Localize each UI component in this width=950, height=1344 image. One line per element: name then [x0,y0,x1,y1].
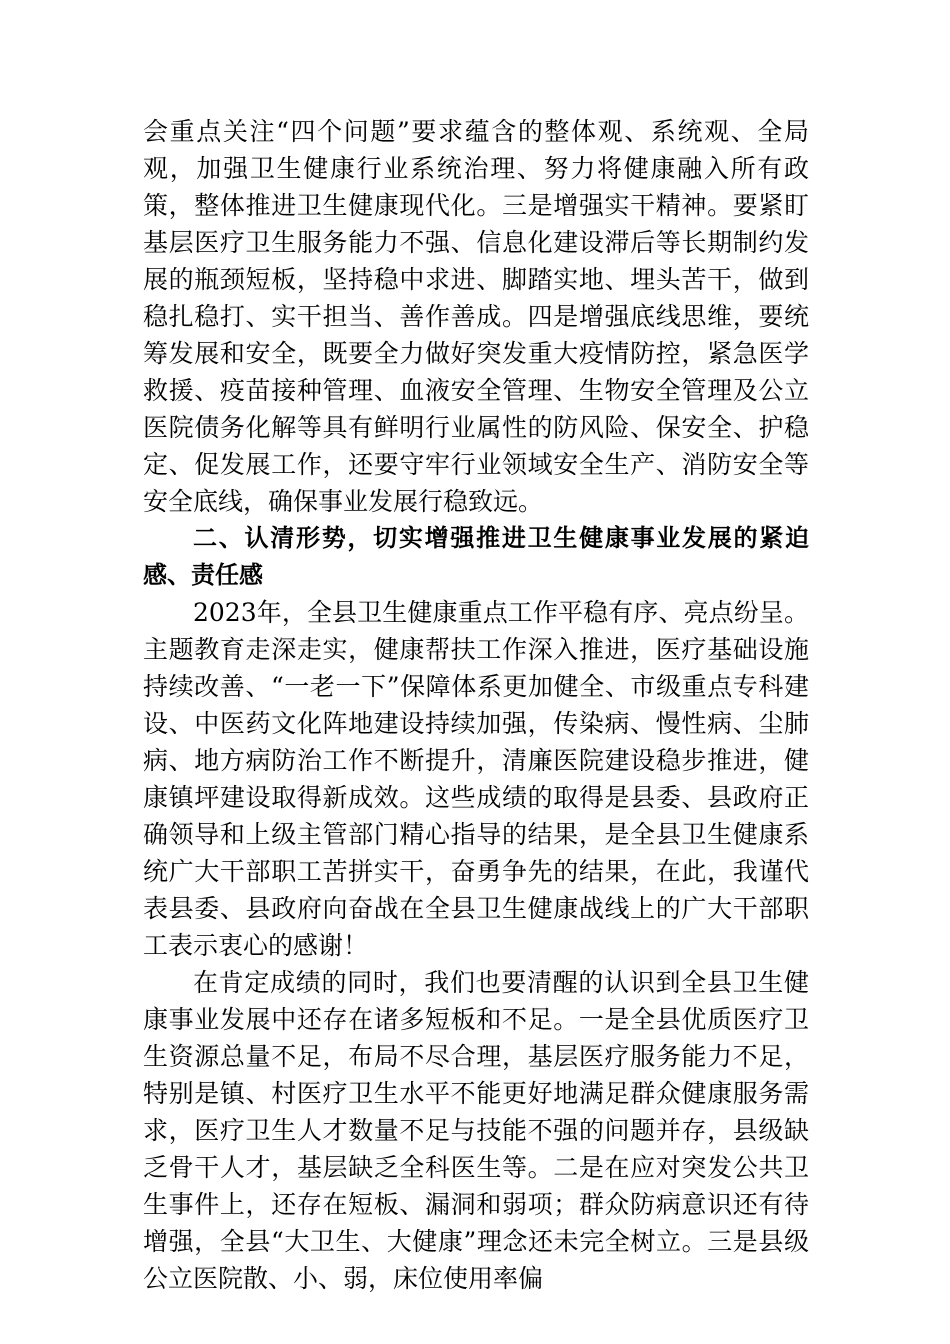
paragraph-achievements: 2023年，全县卫生健康重点工作平稳有序、亮点纷呈。主题教育走深走实，健康帮扶工作深入推进，医疗基础设施持续改善、“一老一下”保障体系更加健全、市级重点专科建设、中医药文化阵地建设持续加强，传染病、慢性病、尘肺病、地方病防治工作不断提升，清廉医院建设稳步推进，健康镇坪建设取得新成效。这些成绩的取得是县委、县政府正确领导和上级主管部门精心指导的结果，是全县卫生健康系统广大干部职工苦拼实干，奋勇争先的结果，在此，我谨代表县委、县政府向奋战在全县卫生健康战线上的广大干部职工表示衷心的感谢！ [143,598,809,960]
section-heading: 二、认清形势，切实增强推进卫生健康事业发展的紧迫感、责任感 [143,524,809,589]
paragraph-shortcomings: 在肯定成绩的同时，我们也要清醒的认识到全县卫生健康事业发展中还存在诸多短板和不足。一是全县优质医疗卫生资源总量不足，布局不尽合理，基层医疗服务能力不足，特别是镇、村医疗卫生水平不能更好地满足群众健康服务需求，医疗卫生人才数量不足与技能不强的问题并存，县级缺乏骨干人才，基层缺乏全科医生等。二是在应对突发公共卫生事件上，还存在短板、漏洞和弱项；群众防病意识还有待增强，全县“大卫生、大健康”理念还未完全树立。三是县级公立医院散、小、弱，床位使用率偏 [143,968,809,1293]
paragraph-continued: 会重点关注“四个问题”要求蕴含的整体观、系统观、全局观，加强卫生健康行业系统治理、努力将健康融入所有政策，整体推进卫生健康现代化。三是增强实干精神。要紧盯基层医疗卫生服务能力不强、信息化建设滞后等长期制约发展的瓶颈短板，坚持稳中求进、脚踏实地、埋头苦干，做到稳扎稳打、实干担当、善作善成。四是增强底线思维，要统筹发展和安全，既要全力做好突发重大疫情防控，紧急医学救援、疫苗接种管理、血液安全管理、生物安全管理及公立医院债务化解等具有鲜明行业属性的防风险、保安全、护稳定、促发展工作，还要守牢行业领域安全生产、消防安全等安全底线，确保事业发展行稳致远。 [143,117,809,516]
document-page [143,113,809,1297]
